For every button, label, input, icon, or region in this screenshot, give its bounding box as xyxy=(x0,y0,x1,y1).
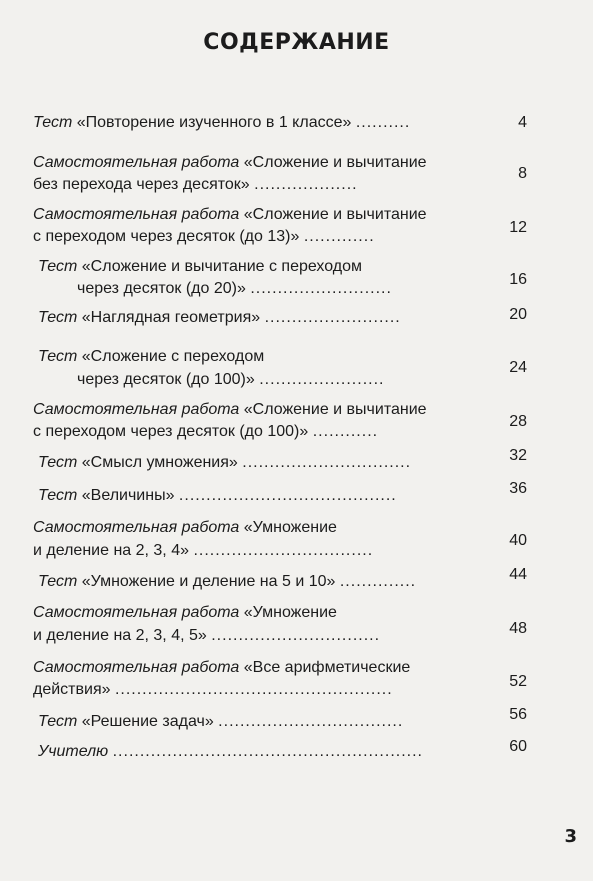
entry-page-number: 28 xyxy=(509,413,527,430)
entry-kind: Самостоятельная работа xyxy=(33,659,240,676)
leader-dots: ............................... xyxy=(211,627,381,644)
entry-page-number: 20 xyxy=(509,306,527,323)
entry-page-number: 4 xyxy=(518,114,527,131)
toc-entry-line xyxy=(38,740,423,764)
entry-title: «Сложение с переходом xyxy=(81,348,265,365)
entry-kind: Самостоятельная работа xyxy=(33,154,240,171)
entry-kind: Тест xyxy=(33,114,73,131)
entry-title: «Смысл умножения» xyxy=(81,454,238,471)
leader-dots: ....................... xyxy=(259,371,385,388)
page-title: СОДЕРЖАНИЕ xyxy=(203,30,390,55)
toc-entry-line xyxy=(77,368,384,392)
leader-dots: ................... xyxy=(254,176,358,193)
entry-page-number: 36 xyxy=(509,480,527,497)
leader-dots: ................................................... xyxy=(114,681,393,698)
leader-dots: .......................... xyxy=(250,280,392,297)
entry-page-number: 44 xyxy=(509,566,527,583)
leader-dots: .............. xyxy=(339,573,417,590)
entry-kind: Тест xyxy=(38,348,78,365)
toc-entry-line xyxy=(33,173,358,197)
leader-dots: ........................................ xyxy=(178,487,397,504)
entry-page-number: 32 xyxy=(509,447,527,464)
entry-kind: Самостоятельная работа xyxy=(33,401,240,418)
entry-kind: Самостоятельная работа xyxy=(33,604,240,621)
entry-title: без перехода через десяток» xyxy=(33,176,250,193)
entry-title: «Сложение и вычитание xyxy=(243,154,427,171)
entry-title: с переходом через десяток (до 13)» xyxy=(33,228,300,245)
entry-title: «Наглядная геометрия» xyxy=(81,309,261,326)
entry-page-number: 56 xyxy=(509,706,527,723)
leader-dots: .......... xyxy=(355,114,411,131)
toc-entry-line xyxy=(33,624,380,648)
toc-entry-line xyxy=(33,225,375,249)
leader-dots: ............................... xyxy=(242,454,412,471)
toc-entry-line xyxy=(33,398,427,422)
entry-title: «Сложение и вычитание xyxy=(243,401,427,418)
leader-dots: ................................. xyxy=(193,542,374,559)
entry-title: «Умножение xyxy=(243,519,337,536)
toc-entry-line xyxy=(33,601,337,625)
entry-title: «Умножение xyxy=(243,604,337,621)
entry-title: через десяток (до 20)» xyxy=(77,280,246,297)
entry-page-number: 52 xyxy=(509,673,527,690)
toc-entry-line xyxy=(38,255,362,279)
entry-title: с переходом через десяток (до 100)» xyxy=(33,423,309,440)
leader-dots: .................................. xyxy=(218,713,404,730)
entry-title: «Величины» xyxy=(81,487,175,504)
toc-entry-line xyxy=(38,484,397,508)
entry-kind: Тест xyxy=(38,454,78,471)
entry-page-number: 24 xyxy=(509,359,527,376)
entry-page-number: 8 xyxy=(518,165,527,182)
toc-entry-line xyxy=(77,277,392,301)
entry-title: и деление на 2, 3, 4» xyxy=(33,542,189,559)
entry-title: через десяток (до 100)» xyxy=(77,371,255,388)
entry-title: действия» xyxy=(33,681,111,698)
entry-page-number: 40 xyxy=(509,532,527,549)
entry-title: «Сложение и вычитание xyxy=(243,206,427,223)
page-number: 3 xyxy=(564,826,577,847)
entry-title: «Сложение и вычитание с переходом xyxy=(81,258,363,275)
toc-entry-line xyxy=(33,203,427,227)
entry-page-number: 12 xyxy=(509,219,527,236)
entry-kind: Учителю xyxy=(38,743,109,760)
toc-entry-line xyxy=(33,539,373,563)
entry-kind: Тест xyxy=(38,258,78,275)
toc-entry-line xyxy=(33,678,393,702)
entry-title: «Все арифметические xyxy=(243,659,411,676)
toc-entry-line xyxy=(38,570,416,594)
entry-title: «Решение задач» xyxy=(81,713,214,730)
leader-dots: ......................................................... xyxy=(112,743,423,760)
leader-dots: ............. xyxy=(303,228,375,245)
leader-dots: ......................... xyxy=(264,309,401,326)
entry-page-number: 16 xyxy=(509,271,527,288)
toc-entry-line xyxy=(33,656,410,680)
entry-title: «Повторение изученного в 1 классе» xyxy=(76,114,352,131)
entry-kind: Самостоятельная работа xyxy=(33,519,240,536)
toc-entry-line xyxy=(33,151,427,175)
toc-entry-line xyxy=(38,306,401,330)
toc-entry-line xyxy=(38,710,403,734)
toc-entry-line xyxy=(33,516,337,540)
leader-dots: ............ xyxy=(312,423,379,440)
entry-title: «Умножение и деление на 5 и 10» xyxy=(81,573,336,590)
entry-kind: Тест xyxy=(38,487,78,504)
toc-entry-line xyxy=(33,420,378,444)
entry-page-number: 60 xyxy=(509,738,527,755)
entry-page-number: 48 xyxy=(509,620,527,637)
toc-entry-line xyxy=(33,111,410,135)
entry-kind: Тест xyxy=(38,573,78,590)
entry-kind: Самостоятельная работа xyxy=(33,206,240,223)
entry-kind: Тест xyxy=(38,713,78,730)
entry-kind: Тест xyxy=(38,309,78,326)
entry-title: и деление на 2, 3, 4, 5» xyxy=(33,627,207,644)
toc-entry-line xyxy=(38,345,264,369)
toc-entry-line xyxy=(38,451,411,475)
